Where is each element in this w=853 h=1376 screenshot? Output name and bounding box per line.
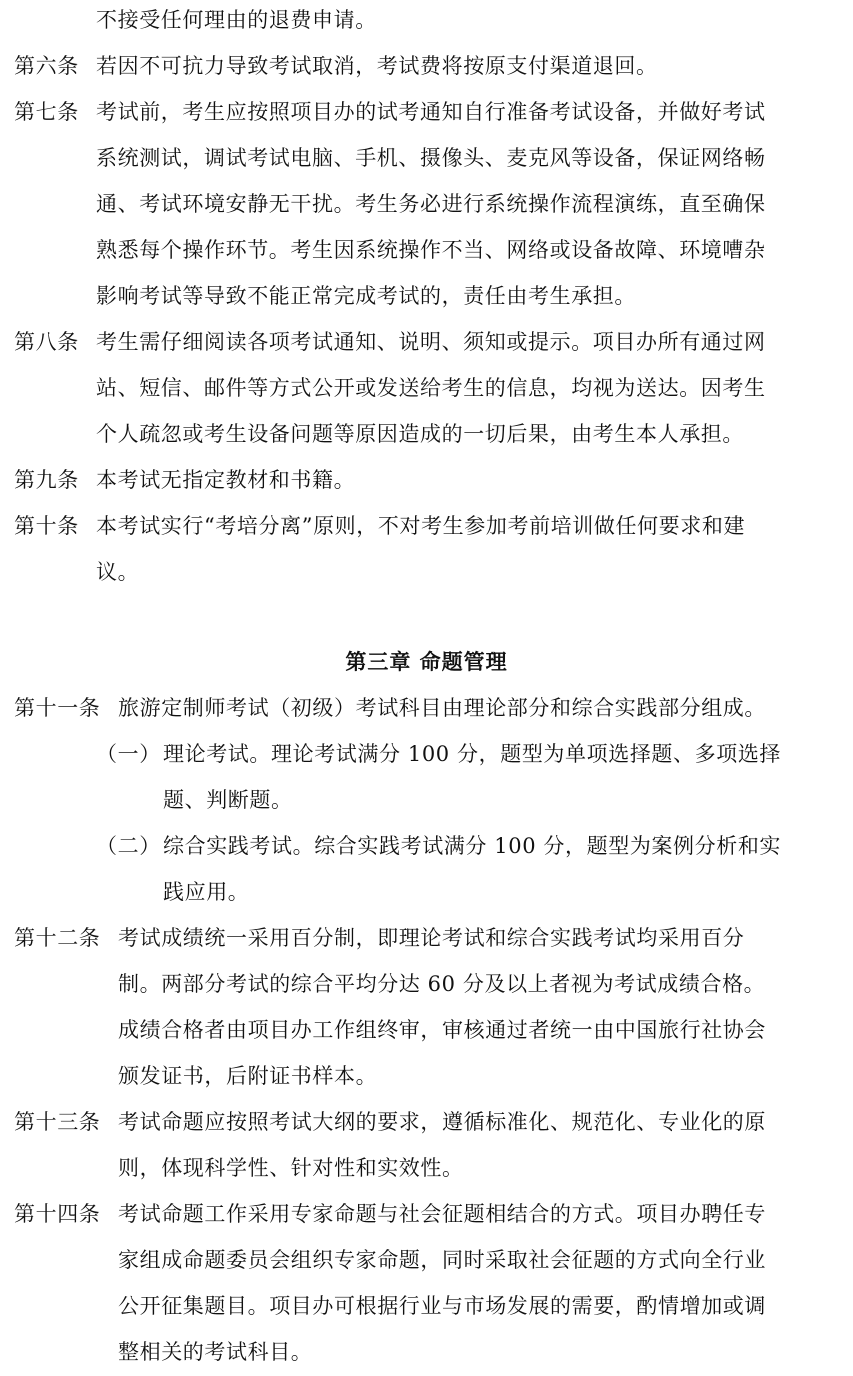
article-6-line-1: 若因不可抗力导致考试取消，考试费将按原支付渠道退回。	[96, 54, 658, 78]
article-11-item-2-label: （二）	[96, 834, 161, 858]
article-7-line-2: 系统测试，调试考试电脑、手机、摄像头、麦克风等设备，保证网络畅	[96, 146, 766, 170]
article-7-line-3: 通、考试环境安静无干扰。考生务必进行系统操作流程演练，直至确保	[96, 192, 766, 216]
article-11-label: 第十一条	[14, 696, 101, 720]
article-14-line-4: 整相关的考试科目。	[118, 1340, 313, 1364]
article-8-line-1: 考生需仔细阅读各项考试通知、说明、须知或提示。项目办所有通过网	[96, 330, 766, 354]
article-12-line-4: 颁发证书，后附证书样本。	[118, 1064, 378, 1088]
article-7-line-4: 熟悉每个操作环节。考生因系统操作不当、网络或设备故障、环境嘈杂	[96, 238, 766, 262]
article-10-label: 第十条	[14, 514, 79, 538]
article-6-label: 第六条	[14, 54, 79, 78]
article-14-label: 第十四条	[14, 1202, 101, 1226]
article-9-label: 第九条	[14, 468, 79, 492]
article-11-item-1-label: （一）	[96, 742, 161, 766]
article-11-item-2-line-1: 综合实践考试。综合实践考试满分 100 分，题型为案例分析和实	[163, 834, 782, 858]
article-12-line-1: 考试成绩统一采用百分制，即理论考试和综合实践考试均采用百分	[118, 926, 745, 950]
article-9-line-1: 本考试无指定教材和书籍。	[96, 468, 356, 492]
article-10-line-1: 本考试实行“考培分离”原则，不对考生参加考前培训做任何要求和建	[96, 514, 746, 538]
article5-tail: 不接受任何理由的退费申请。	[96, 8, 377, 32]
chapter-heading: 第三章 命题管理	[345, 650, 508, 674]
article-12-label: 第十二条	[14, 926, 101, 950]
article-11-item-2-line-2: 践应用。	[163, 880, 250, 904]
article-11-item-1-line-1: 理论考试。理论考试满分 100 分，题型为单项选择题、多项选择	[163, 742, 782, 766]
article-8-line-3: 个人疏忽或考生设备问题等原因造成的一切后果，由考生本人承担。	[96, 422, 744, 446]
article-8-label: 第八条	[14, 330, 79, 354]
article-13-line-2: 则，体现科学性、针对性和实效性。	[118, 1156, 464, 1180]
article-14-line-2: 家组成命题委员会组织专家命题，同时采取社会征题的方式向全行业	[118, 1248, 766, 1272]
article-8-line-2: 站、短信、邮件等方式公开或发送给考生的信息，均视为送达。因考生	[96, 376, 766, 400]
article-7-label: 第七条	[14, 100, 79, 124]
article-14-line-1: 考试命题工作采用专家命题与社会征题相结合的方式。项目办聘任专	[118, 1202, 766, 1226]
article-12-line-2: 制。两部分考试的综合平均分达 60 分及以上者视为考试成绩合格。	[118, 972, 766, 996]
article-10-line-2: 议。	[96, 560, 140, 584]
article-12-line-3: 成绩合格者由项目办工作组终审，审核通过者统一由中国旅行社协会	[118, 1018, 766, 1042]
article-13-label: 第十三条	[14, 1110, 101, 1134]
article-7-line-5: 影响考试等导致不能正常完成考试的，责任由考生承担。	[96, 284, 636, 308]
article-14-line-3: 公开征集题目。项目办可根据行业与市场发展的需要，酌情增加或调	[118, 1294, 766, 1318]
article-11-line-1: 旅游定制师考试（初级）考试科目由理论部分和综合实践部分组成。	[118, 696, 766, 720]
article-7-line-1: 考试前，考生应按照项目办的试考通知自行准备考试设备，并做好考试	[96, 100, 766, 124]
article-13-line-1: 考试命题应按照考试大纲的要求，遵循标准化、规范化、专业化的原	[118, 1110, 766, 1134]
article-11-item-1-line-2: 题、判断题。	[163, 788, 293, 812]
